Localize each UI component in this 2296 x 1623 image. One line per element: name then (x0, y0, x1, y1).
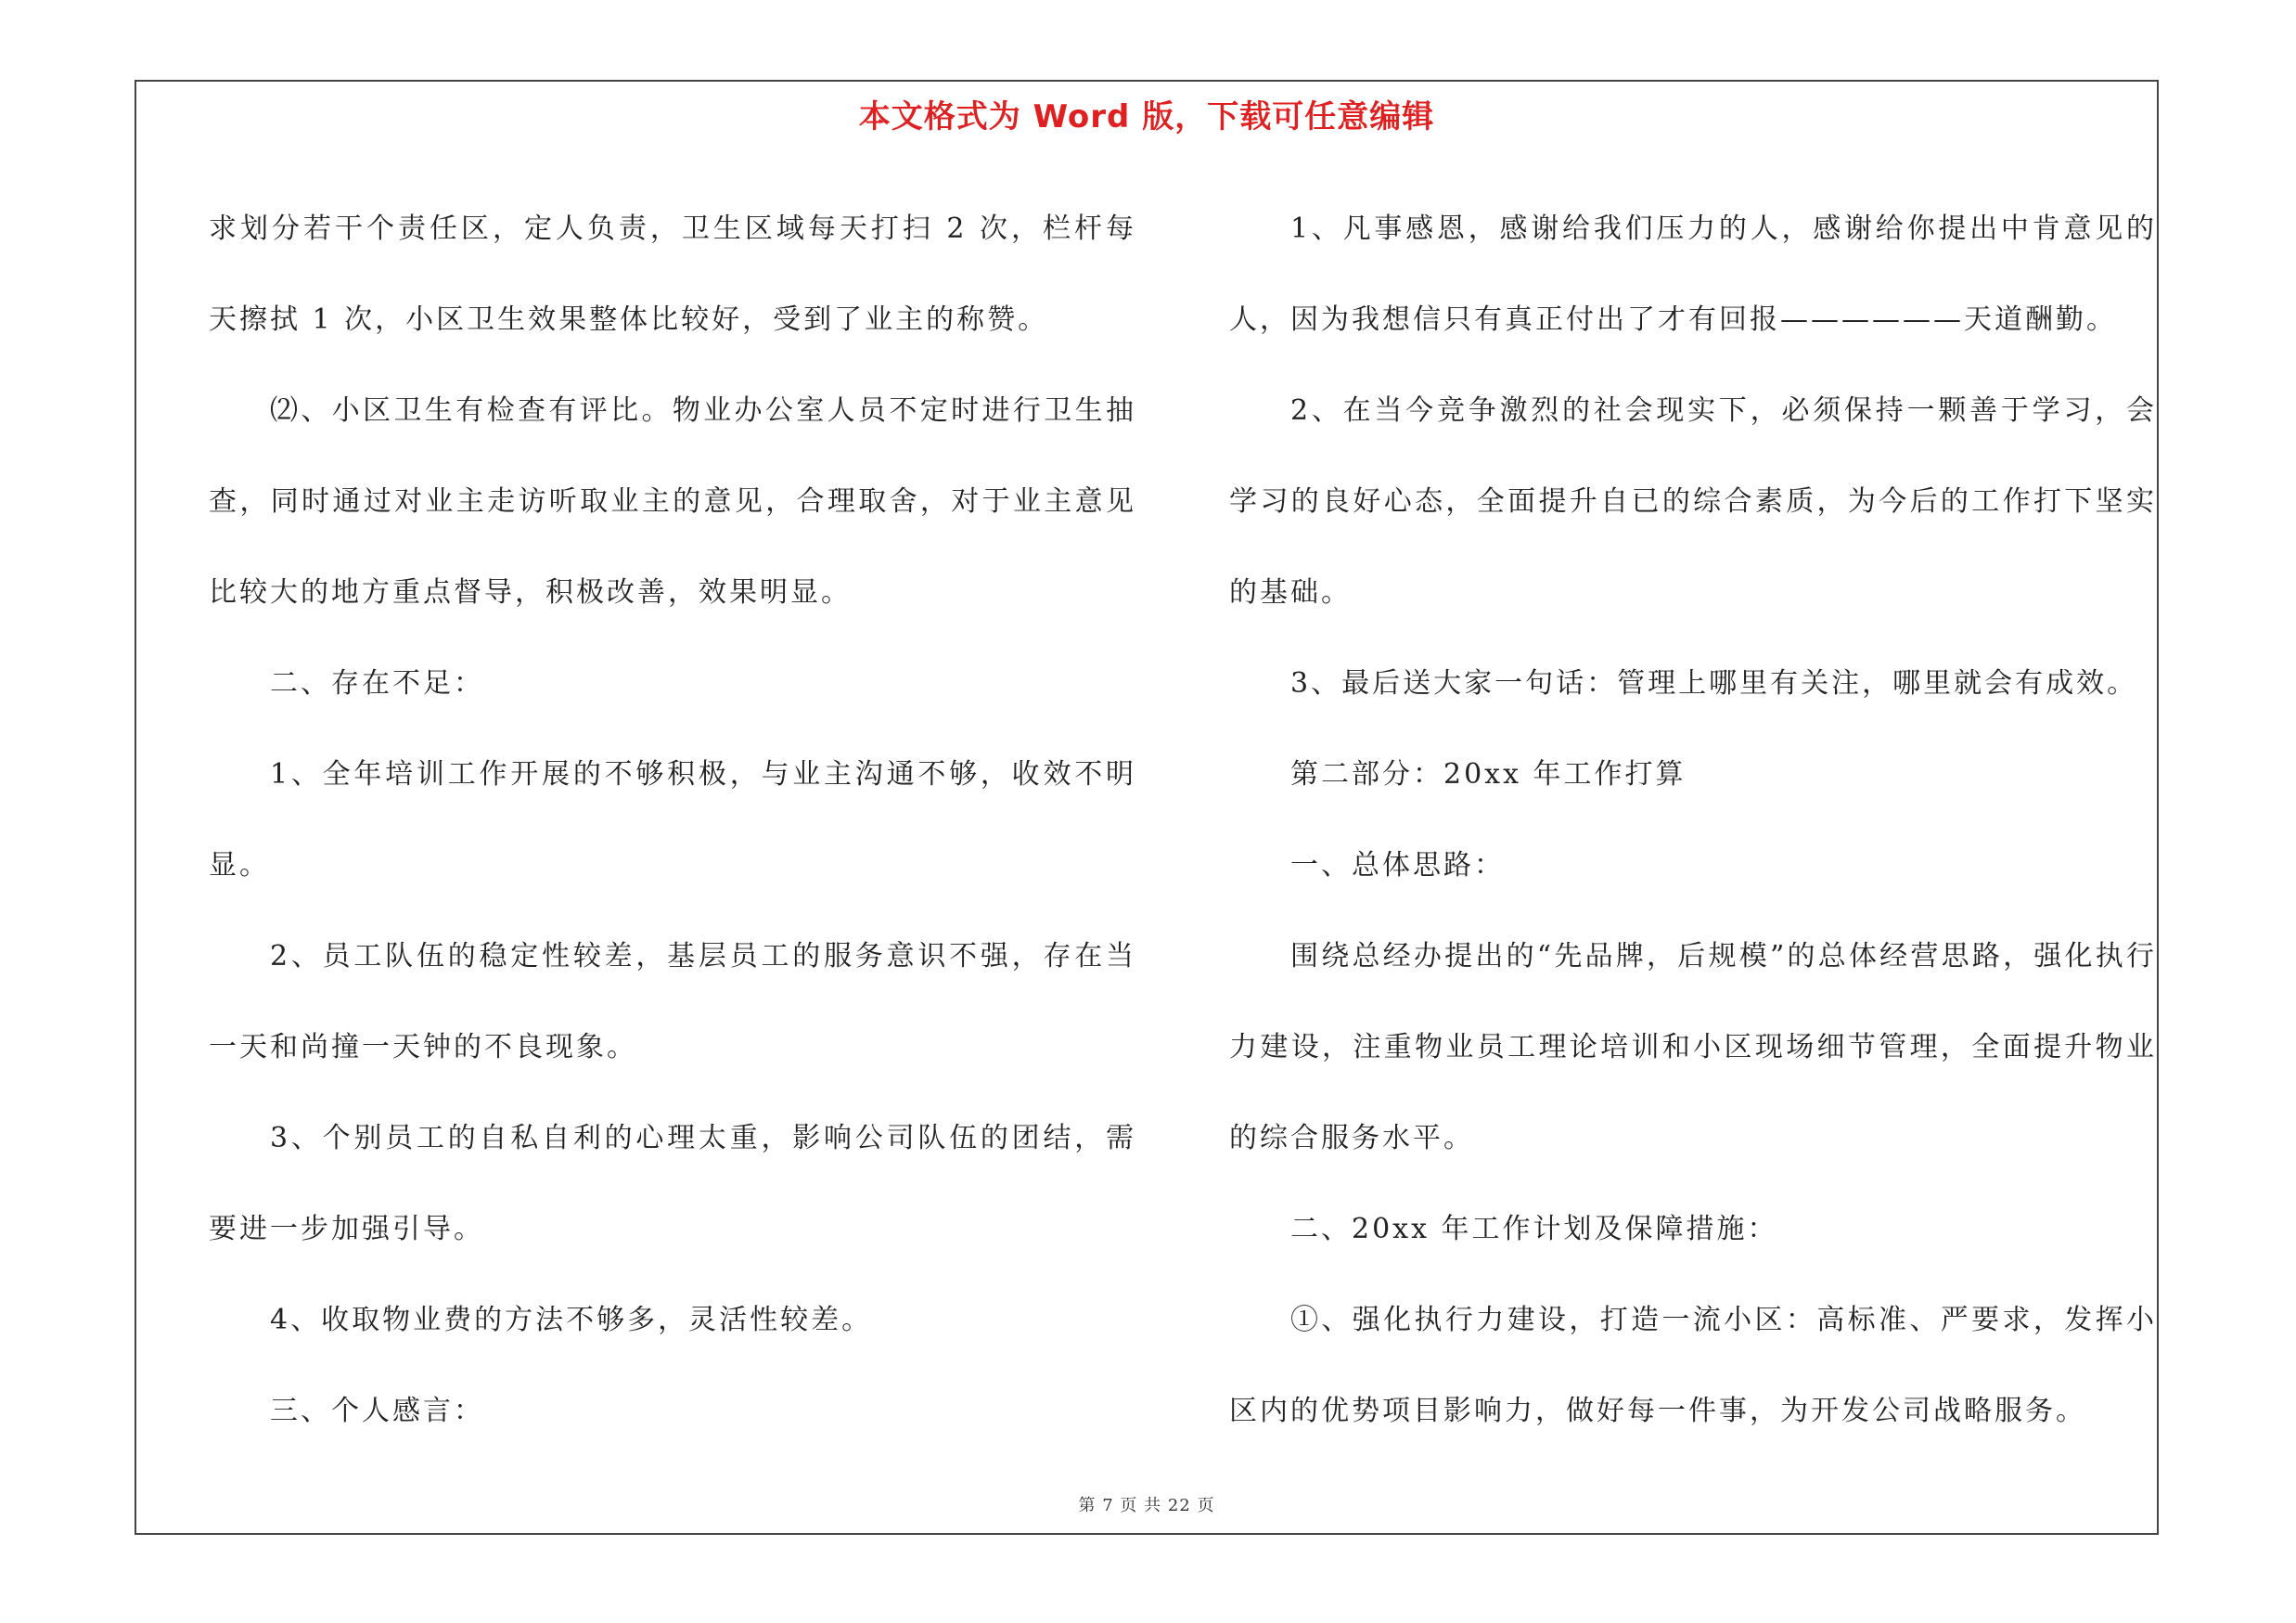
section-heading: 二、20xx 年工作计划及保障措施： (1290, 1213, 1778, 1245)
page-number-footer: 第 7 页 共 22 页 (1078, 1496, 1215, 1515)
word-format-banner: 本文格式为 Word 版，下载可任意编辑 (858, 98, 1435, 135)
section-heading: 三、个人感言： (270, 1395, 484, 1427)
paragraph: 4、收取物业费的方法不够多，灵活性较差。 (270, 1304, 873, 1336)
right-column (1229, 184, 2157, 1457)
paragraph: 2、在当今竞争激烈的社会现实下，必须保持一颗善于学习，会学习的良好心态，全面提升自已的综合素质，为今后的工作打下坚实的基础。 (1229, 394, 2157, 609)
section-heading: 第二部分：20xx 年工作打算 (1290, 758, 1687, 791)
document-page (135, 80, 2159, 1535)
paragraph: 1、凡事感恩，感谢给我们压力的人，感谢给你提出中肯意见的人，因为我想信只有真正付出了才有回报——————天道酬勤。 (1229, 213, 2157, 336)
section-heading: 二、存在不足： (270, 667, 484, 700)
paragraph: ①、强化执行力建设，打造一流小区：高标准、严要求，发挥小区内的优势项目影响力，做好每一件事，为开发公司战略服务。 (1229, 1304, 2157, 1427)
left-column (209, 184, 1136, 1457)
paragraph: 1、全年培训工作开展的不够积极，与业主沟通不够，收效不明显。 (209, 758, 1136, 882)
paragraph: 求划分若干个责任区，定人负责，卫生区域每天打扫 2 次，栏杆每天擦拭 1 次，小区卫生效果整体比较好，受到了业主的称赞。 (209, 213, 1136, 336)
paragraph: 围绕总经办提出的“先品牌，后规模”的总体经营思路，强化执行力建设，注重物业员工理论培训和小区现场细节管理，全面提升物业的综合服务水平。 (1229, 940, 2157, 1154)
paragraph: 2、员工队伍的稳定性较差，基层员工的服务意识不强，存在当一天和尚撞一天钟的不良现象。 (209, 940, 1136, 1063)
paragraph: 3、个别员工的自私自利的心理太重，影响公司队伍的团结，需要进一步加强引导。 (209, 1122, 1136, 1245)
paragraph: 3、最后送大家一句话：管理上哪里有关注，哪里就会有成效。 (1290, 667, 2138, 700)
section-heading: 一、总体思路： (1290, 849, 1505, 882)
paragraph: ⑵、小区卫生有检查有评比。物业办公室人员不定时进行卫生抽查，同时通过对业主走访听取业主的意见，合理取舍，对于业主意见比较大的地方重点督导，积极改善，效果明显。 (209, 394, 1136, 609)
